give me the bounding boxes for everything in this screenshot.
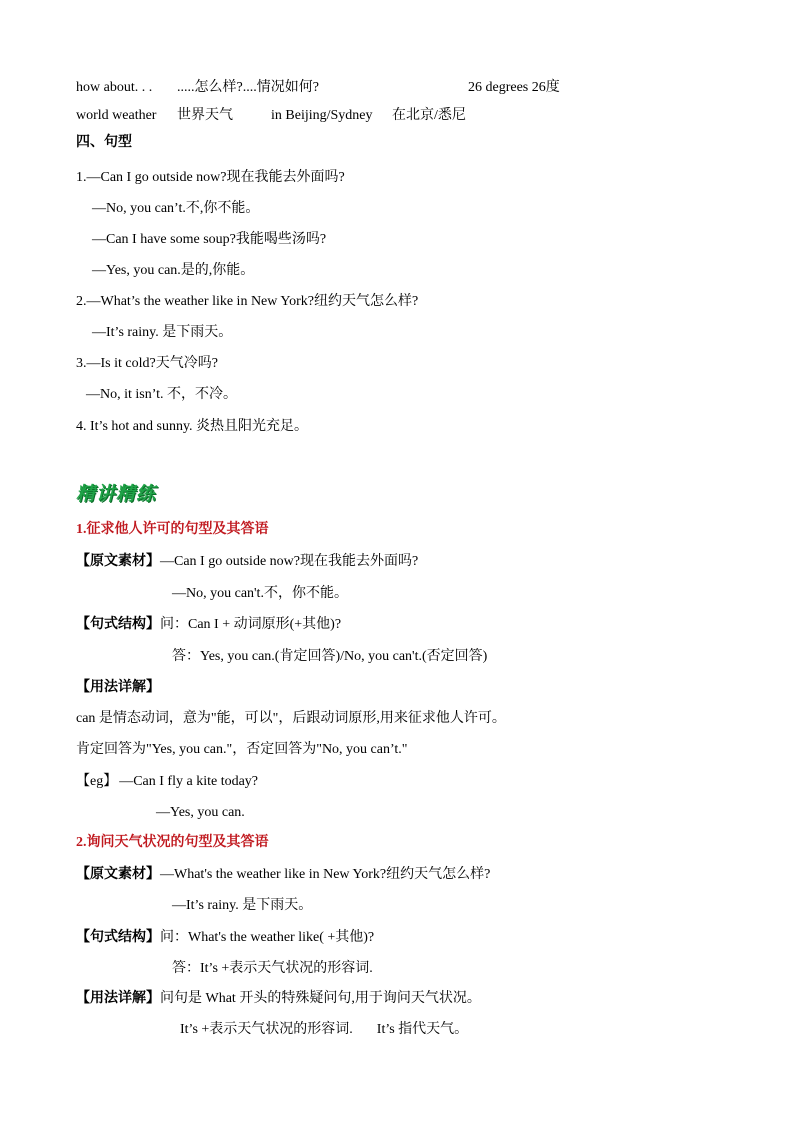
point-1-eg-line-2: —Yes, you can. [156, 805, 245, 820]
point-2-source-row [76, 866, 490, 884]
point-2-usage-row [76, 990, 481, 1008]
point-1-eg-label: 【eg】 [76, 774, 118, 789]
point-2-usage-line-2 [180, 1021, 468, 1039]
point-2-structure-row [76, 929, 374, 947]
point-2-usage-line-2a: It’s +表示天气状况的形容词. [180, 1022, 353, 1037]
point-2-source-line-2: —It’s rainy. 是下雨天。 [172, 898, 313, 913]
point-2-structure-question: 问：What's the weather like( +其他)? [160, 930, 375, 945]
point-2-usage-line-1: 问句是 What 开头的特殊疑问句,用于询问天气状况。 [160, 991, 481, 1006]
point-2-source-label: 【原文素材】 [76, 867, 160, 882]
vocab-city-en: in Beijing/Sydney [271, 108, 373, 123]
point-1-structure-question: 问：Can I + 动词原形(+其他)? [160, 617, 342, 632]
point-1-structure-row [76, 616, 341, 634]
point-1-source-line-2: —No, you can't.不，你不能。 [172, 586, 348, 601]
pattern-1-question: 1.—Can I go outside now?现在我能去外面吗? [76, 170, 345, 185]
point-2-source-line-1: —What's the weather like in New York?纽约天气怎么样? [160, 867, 491, 882]
pattern-4: 4. It’s hot and sunny. 炎热且阳光充足。 [76, 419, 309, 434]
point-1-eg-row [76, 773, 258, 791]
point-1-eg-line-1: —Can I fly a kite today? [119, 774, 259, 789]
point-1-source-label: 【原文素材】 [76, 554, 160, 569]
point-1-usage-line-1: can 是情态动词，意为"能，可以"，后跟动词原形,用来征求他人许可。 [76, 711, 506, 726]
pattern-1-answer-yes: —Yes, you can.是的,你能。 [92, 263, 255, 278]
point-2-structure-label: 【句式结构】 [76, 930, 160, 945]
vocab-city-cn: 在北京/悉尼 [392, 108, 466, 123]
vocab-how-about-cn: .....怎么样?....情况如何? [177, 80, 319, 95]
jingjiang-title: 精讲精练 [76, 483, 157, 505]
pattern-3-question: 3.—Is it cold?天气冷吗? [76, 356, 218, 371]
point-1-structure-label: 【句式结构】 [76, 617, 160, 632]
point-1-structure-answer: 答：Yes, you can.(肯定回答)/No, you can't.(否定回答) [172, 649, 488, 664]
vocab-world-weather-cn: 世界天气 [177, 108, 233, 123]
point-2-heading: 2.询问天气状况的句型及其答语 [76, 835, 269, 850]
section-4-heading: 四、句型 [76, 135, 132, 150]
pattern-2-answer: —It’s rainy. 是下雨天。 [92, 325, 233, 340]
pattern-3-answer: —No, it isn’t. 不，不冷。 [86, 387, 238, 402]
point-2-usage-label: 【用法详解】 [76, 991, 160, 1006]
point-1-heading: 1.征求他人许可的句型及其答语 [76, 522, 269, 537]
pattern-1-answer-no: —No, you can’t.不,你不能。 [92, 201, 260, 216]
point-2-structure-answer: 答：It’s +表示天气状况的形容词. [172, 961, 373, 976]
point-1-source-line-1: —Can I go outside now?现在我能去外面吗? [160, 554, 419, 569]
vocab-world-weather-en: world weather [76, 108, 157, 123]
pattern-2-question: 2.—What’s the weather like in New York?纽约天气怎么样? [76, 294, 419, 309]
point-1-usage-line-2: 肯定回答为"Yes, you can."，否定回答为"No, you can’t." [76, 742, 408, 757]
vocab-degrees: 26 degrees 26度 [468, 80, 560, 95]
vocab-how-about-en: how about. . . [76, 80, 153, 95]
point-1-usage-label: 【用法详解】 [76, 680, 160, 695]
point-2-usage-line-2b: It’s 指代天气。 [376, 1022, 469, 1037]
vocab-row-2 [76, 107, 596, 125]
pattern-1-question-2: —Can I have some soup?我能喝些汤吗? [92, 232, 327, 247]
point-1-source-row [76, 553, 418, 571]
vocab-row-1 [76, 79, 596, 97]
